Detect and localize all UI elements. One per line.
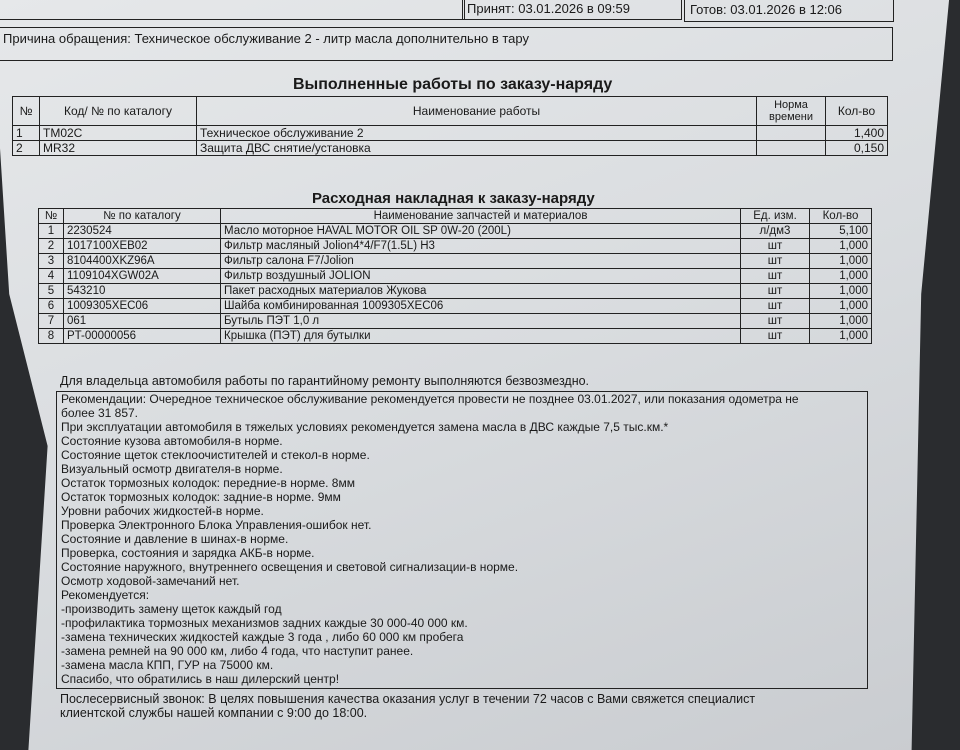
work-name: Техническое обслуживание 2 <box>197 126 757 141</box>
quantity: 5,100 <box>810 224 872 239</box>
col-header: Кол-во <box>810 209 872 224</box>
row-number: 1 <box>13 126 40 141</box>
quantity: 1,000 <box>810 284 872 299</box>
part-name: Масло моторное HAVAL MOTOR OIL SP 0W-20 (200L) <box>221 224 741 239</box>
catalog-number: 061 <box>64 314 221 329</box>
table-row <box>39 329 872 344</box>
recommendation-line: Проверка, состояния и зарядка АКБ-в норме. <box>61 546 315 560</box>
quantity: 1,000 <box>810 239 872 254</box>
catalog-number: 8104400XKZ96A <box>64 254 221 269</box>
works-title: Выполненные работы по заказу-наряду <box>293 76 613 93</box>
unit: шт <box>741 284 810 299</box>
part-name: Крышка (ПЭТ) для бутылки <box>221 329 741 344</box>
recommendation-line: Состояние щеток стеклоочистителей и стекол-в норме. <box>61 448 370 462</box>
catalog-number: 1009305XEC06 <box>64 299 221 314</box>
col-header: Наименование запчастей и материалов <box>221 209 741 224</box>
catalog-number: 1109104XGW02A <box>64 269 221 284</box>
ready-time: Готов: 03.01.2026 в 12:06 <box>690 2 843 17</box>
warranty-note: Для владельца автомобиля работы по гарантийному ремонту выполняются безвозмездно. <box>60 374 590 388</box>
recommendation-line: более 31 857. <box>61 406 139 420</box>
part-name: Шайба комбинированная 1009305XEC06 <box>221 299 741 314</box>
col-header: № <box>39 209 64 224</box>
part-name: Фильтр масляный Jolion4*4/F7(1.5L) H3 <box>221 239 741 254</box>
recommendation-line: -профилактика тормозных механизмов задних каждые 30 000-40 000 км. <box>61 616 468 630</box>
reason-box <box>0 27 893 61</box>
table-row <box>13 141 888 156</box>
recommendation-line: -замена технических жидкостей каждые 3 года , либо 60 000 км пробега <box>61 630 464 644</box>
table-row <box>39 239 872 254</box>
row-number: 3 <box>39 254 64 269</box>
row-number: 4 <box>39 269 64 284</box>
recommendation-line: Рекомендации: Очередное техническое обслуживание рекомендуется провести не позднее 03.01.2027, или показания одометра не <box>61 392 799 406</box>
unit: шт <box>741 329 810 344</box>
unit: л/дм3 <box>741 224 810 239</box>
col-header: Ед. изм. <box>741 209 810 224</box>
recommendation-line: Проверка Электронного Блока Управления-ошибок нет. <box>61 518 372 532</box>
row-number: 5 <box>39 284 64 299</box>
recommendation-line: -производить замену щеток каждый год <box>61 602 282 616</box>
col-header: Кол-во <box>826 97 888 126</box>
ready-cell <box>684 0 894 22</box>
table-row <box>39 224 872 239</box>
work-qty: 0,150 <box>826 141 888 156</box>
part-name: Бутыль ПЭТ 1,0 л <box>221 314 741 329</box>
work-norm <box>757 126 826 141</box>
quantity: 1,000 <box>810 314 872 329</box>
header-contact-cell <box>0 0 465 20</box>
recommendation-line: Уровни рабочих жидкостей-в норме. <box>61 504 264 518</box>
work-name: Защита ДВС снятие/установка <box>197 141 757 156</box>
parts-table <box>38 208 872 344</box>
recommendation-line: Состояние и давление в шинах-в норме. <box>61 532 289 546</box>
row-number: 2 <box>13 141 40 156</box>
unit: шт <box>741 269 810 284</box>
recommendations-box <box>56 391 868 689</box>
recommendation-line: Визуальный осмотр двигателя-в норме. <box>61 462 283 476</box>
catalog-number: 543210 <box>64 284 221 299</box>
recommendation-line: Остаток тормозных колодок: передние-в норме. 8мм <box>61 476 355 490</box>
part-name: Фильтр салона F7/Jolion <box>221 254 741 269</box>
col-header: Норма времени <box>757 97 826 126</box>
part-name: Пакет расходных материалов Жукова <box>221 284 741 299</box>
unit: шт <box>741 299 810 314</box>
recommendation-line: Рекомендуется: <box>61 588 150 602</box>
recommendation-line: При эксплуатации автомобиля в тяжелых условиях рекомендуется замена масла в ДВС каждые 7,5 тыс.км.* <box>61 420 669 434</box>
part-name: Фильтр воздушный JOLION <box>221 269 741 284</box>
work-norm <box>757 141 826 156</box>
row-number: 1 <box>39 224 64 239</box>
followup-note <box>60 692 755 720</box>
col-header: Наименование работы <box>197 97 757 126</box>
works-table <box>12 96 888 156</box>
work-code: TM02C <box>40 126 197 141</box>
recommendation-line: -замена ремней на 90 000 км, либо 4 года, что наступит ранее. <box>61 644 414 658</box>
row-number: 2 <box>39 239 64 254</box>
quantity: 1,000 <box>810 329 872 344</box>
col-header: № <box>13 97 40 126</box>
row-number: 7 <box>39 314 64 329</box>
quantity: 1,000 <box>810 269 872 284</box>
recommendation-line: Осмотр ходовой-замечаний нет. <box>61 574 240 588</box>
catalog-number: 1017100XEB02 <box>64 239 221 254</box>
work-code: MR32 <box>40 141 197 156</box>
table-row <box>39 314 872 329</box>
quantity: 1,000 <box>810 299 872 314</box>
followup-line: клиентской службы нашей компании с 9:00 до 18:00. <box>60 706 368 720</box>
followup-line: Послесервисный звонок: В целях повышения качества оказания услуг в течении 72 часов с Вами свяжется специалист <box>60 692 756 706</box>
col-header: Код/ № по каталогу <box>40 97 197 126</box>
accepted-cell <box>462 0 682 20</box>
recommendation-line: Состояние наружного, внутреннего освещения и световой сигнализации-в норме. <box>61 560 519 574</box>
col-header: № по каталогу <box>64 209 221 224</box>
quantity: 1,000 <box>810 254 872 269</box>
table-row <box>39 284 872 299</box>
unit: шт <box>741 314 810 329</box>
catalog-number: PT-00000056 <box>64 329 221 344</box>
parts-title: Расходная накладная к заказу-наряду <box>312 190 595 207</box>
work-qty: 1,400 <box>826 126 888 141</box>
table-row <box>39 299 872 314</box>
recommendation-line: Спасибо, что обратились в наш дилерский центр! <box>61 672 340 686</box>
table-row <box>39 269 872 284</box>
unit: шт <box>741 239 810 254</box>
recommendation-line: Остаток тормозных колодок: задние-в норме. 9мм <box>61 490 341 504</box>
row-number: 8 <box>39 329 64 344</box>
catalog-number: 2230524 <box>64 224 221 239</box>
accepted-time: Принят: 03.01.2026 в 09:59 <box>467 1 630 16</box>
visit-reason: Причина обращения: Техническое обслуживание 2 - литр масла дополнительно в тару <box>3 31 529 46</box>
unit: шт <box>741 254 810 269</box>
row-number: 6 <box>39 299 64 314</box>
table-row <box>13 126 888 141</box>
recommendation-line: -замена масла КПП, ГУР на 75000 км. <box>61 658 274 672</box>
recommendation-line: Состояние кузова автомобиля-в норме. <box>61 434 283 448</box>
table-row <box>39 254 872 269</box>
